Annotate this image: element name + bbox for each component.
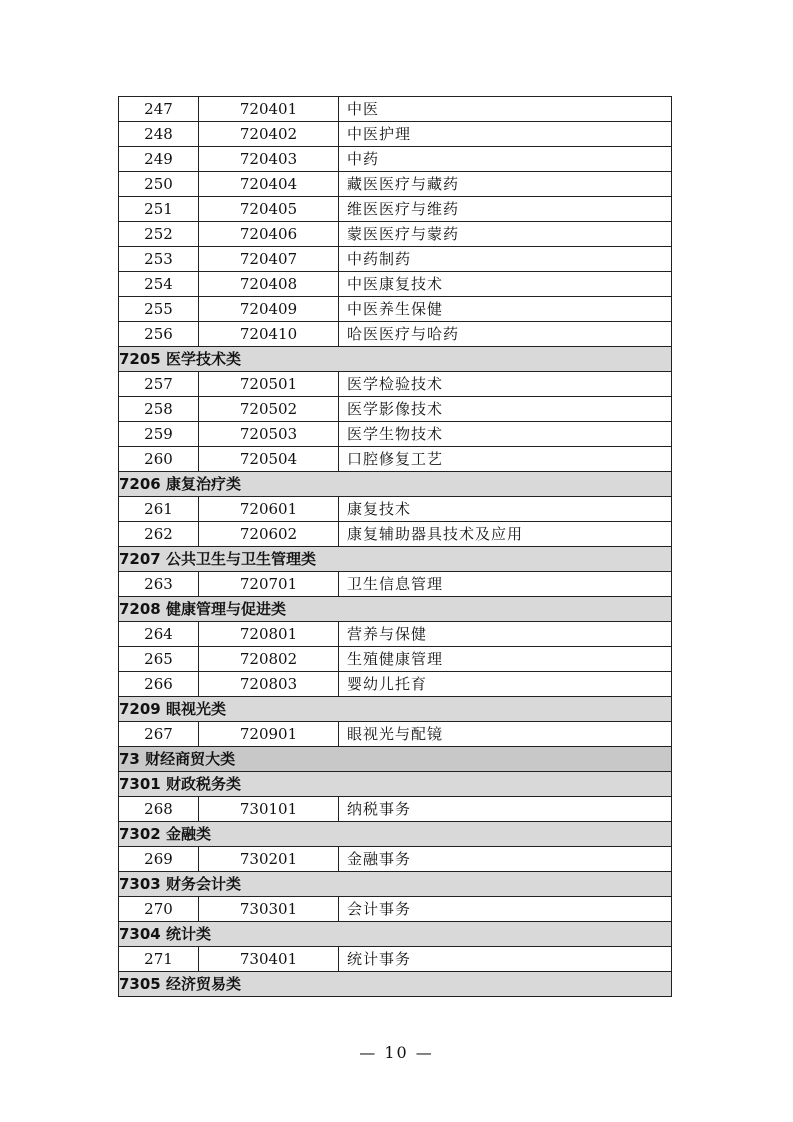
program-code: 720403 [199, 147, 339, 172]
program-code: 720501 [199, 372, 339, 397]
program-name: 金融事务 [339, 847, 672, 872]
table-row [119, 722, 672, 747]
program-code: 720504 [199, 447, 339, 472]
category-row [119, 597, 672, 622]
row-number: 267 [119, 722, 199, 747]
row-number: 263 [119, 572, 199, 597]
program-code: 720803 [199, 672, 339, 697]
table-row [119, 247, 672, 272]
category-row [119, 922, 672, 947]
row-number: 253 [119, 247, 199, 272]
program-code: 720409 [199, 297, 339, 322]
program-name: 口腔修复工艺 [339, 447, 672, 472]
row-number: 269 [119, 847, 199, 872]
row-number: 266 [119, 672, 199, 697]
program-code: 720802 [199, 647, 339, 672]
category-label: 7301 财政税务类 [119, 772, 672, 797]
category-row [119, 697, 672, 722]
program-catalog-table [118, 96, 672, 997]
row-number: 256 [119, 322, 199, 347]
category-label: 7305 经济贸易类 [119, 972, 672, 997]
row-number: 268 [119, 797, 199, 822]
table-row [119, 797, 672, 822]
table-row [119, 622, 672, 647]
program-name: 中药制药 [339, 247, 672, 272]
program-code: 720401 [199, 97, 339, 122]
program-name: 中医 [339, 97, 672, 122]
category-row [119, 772, 672, 797]
row-number: 250 [119, 172, 199, 197]
program-name: 维医医疗与维药 [339, 197, 672, 222]
row-number: 258 [119, 397, 199, 422]
row-number: 265 [119, 647, 199, 672]
table-row [119, 222, 672, 247]
table-row [119, 647, 672, 672]
table-row [119, 297, 672, 322]
program-code: 730101 [199, 797, 339, 822]
program-name: 藏医医疗与藏药 [339, 172, 672, 197]
program-code: 730301 [199, 897, 339, 922]
program-code: 720404 [199, 172, 339, 197]
row-number: 264 [119, 622, 199, 647]
row-number: 249 [119, 147, 199, 172]
program-code: 720402 [199, 122, 339, 147]
program-name: 中医康复技术 [339, 272, 672, 297]
program-code: 720602 [199, 522, 339, 547]
program-name: 中药 [339, 147, 672, 172]
table-row [119, 522, 672, 547]
row-number: 271 [119, 947, 199, 972]
table-row [119, 172, 672, 197]
table-row [119, 397, 672, 422]
program-name: 生殖健康管理 [339, 647, 672, 672]
category-row [119, 472, 672, 497]
category-row [119, 972, 672, 997]
table-row [119, 497, 672, 522]
row-number: 261 [119, 497, 199, 522]
row-number: 260 [119, 447, 199, 472]
row-number: 270 [119, 897, 199, 922]
program-name: 医学影像技术 [339, 397, 672, 422]
program-name: 婴幼儿托育 [339, 672, 672, 697]
category-row [119, 872, 672, 897]
table-row [119, 947, 672, 972]
row-number: 247 [119, 97, 199, 122]
category-label: 7304 统计类 [119, 922, 672, 947]
program-name: 医学生物技术 [339, 422, 672, 447]
program-code: 720601 [199, 497, 339, 522]
row-number: 252 [119, 222, 199, 247]
program-name: 卫生信息管理 [339, 572, 672, 597]
table-body [119, 97, 672, 997]
program-name: 中医护理 [339, 122, 672, 147]
program-code: 720410 [199, 322, 339, 347]
category-row [119, 547, 672, 572]
table-row [119, 447, 672, 472]
category-label: 7208 健康管理与促进类 [119, 597, 672, 622]
program-name: 康复辅助器具技术及应用 [339, 522, 672, 547]
program-code: 720405 [199, 197, 339, 222]
table-row [119, 322, 672, 347]
table-row [119, 122, 672, 147]
category-label: 7205 医学技术类 [119, 347, 672, 372]
program-code: 720502 [199, 397, 339, 422]
table-row [119, 847, 672, 872]
category-label: 7209 眼视光类 [119, 697, 672, 722]
program-name: 统计事务 [339, 947, 672, 972]
program-code: 720406 [199, 222, 339, 247]
row-number: 257 [119, 372, 199, 397]
program-name: 眼视光与配镜 [339, 722, 672, 747]
row-number: 255 [119, 297, 199, 322]
table-row [119, 197, 672, 222]
category-label: 7206 康复治疗类 [119, 472, 672, 497]
table-row [119, 572, 672, 597]
table-row [119, 372, 672, 397]
category-label: 7302 金融类 [119, 822, 672, 847]
major-category-row [119, 747, 672, 772]
program-code: 720503 [199, 422, 339, 447]
program-name: 哈医医疗与哈药 [339, 322, 672, 347]
table-row [119, 422, 672, 447]
table-row [119, 97, 672, 122]
program-name: 会计事务 [339, 897, 672, 922]
table-row [119, 147, 672, 172]
page-number: — 10 — [359, 1043, 434, 1062]
category-row [119, 347, 672, 372]
table-row [119, 897, 672, 922]
category-label: 7303 财务会计类 [119, 872, 672, 897]
program-code: 720801 [199, 622, 339, 647]
program-name: 蒙医医疗与蒙药 [339, 222, 672, 247]
program-name: 营养与保健 [339, 622, 672, 647]
program-name: 中医养生保健 [339, 297, 672, 322]
program-name: 康复技术 [339, 497, 672, 522]
row-number: 262 [119, 522, 199, 547]
program-code: 720701 [199, 572, 339, 597]
row-number: 259 [119, 422, 199, 447]
row-number: 254 [119, 272, 199, 297]
table-row [119, 672, 672, 697]
program-code: 720408 [199, 272, 339, 297]
program-code: 720407 [199, 247, 339, 272]
program-name: 医学检验技术 [339, 372, 672, 397]
program-code: 720901 [199, 722, 339, 747]
program-code: 730401 [199, 947, 339, 972]
program-code: 730201 [199, 847, 339, 872]
category-label: 7207 公共卫生与卫生管理类 [119, 547, 672, 572]
row-number: 248 [119, 122, 199, 147]
row-number: 251 [119, 197, 199, 222]
program-name: 纳税事务 [339, 797, 672, 822]
table-row [119, 272, 672, 297]
category-row [119, 822, 672, 847]
major-category-label: 73 财经商贸大类 [119, 747, 672, 772]
